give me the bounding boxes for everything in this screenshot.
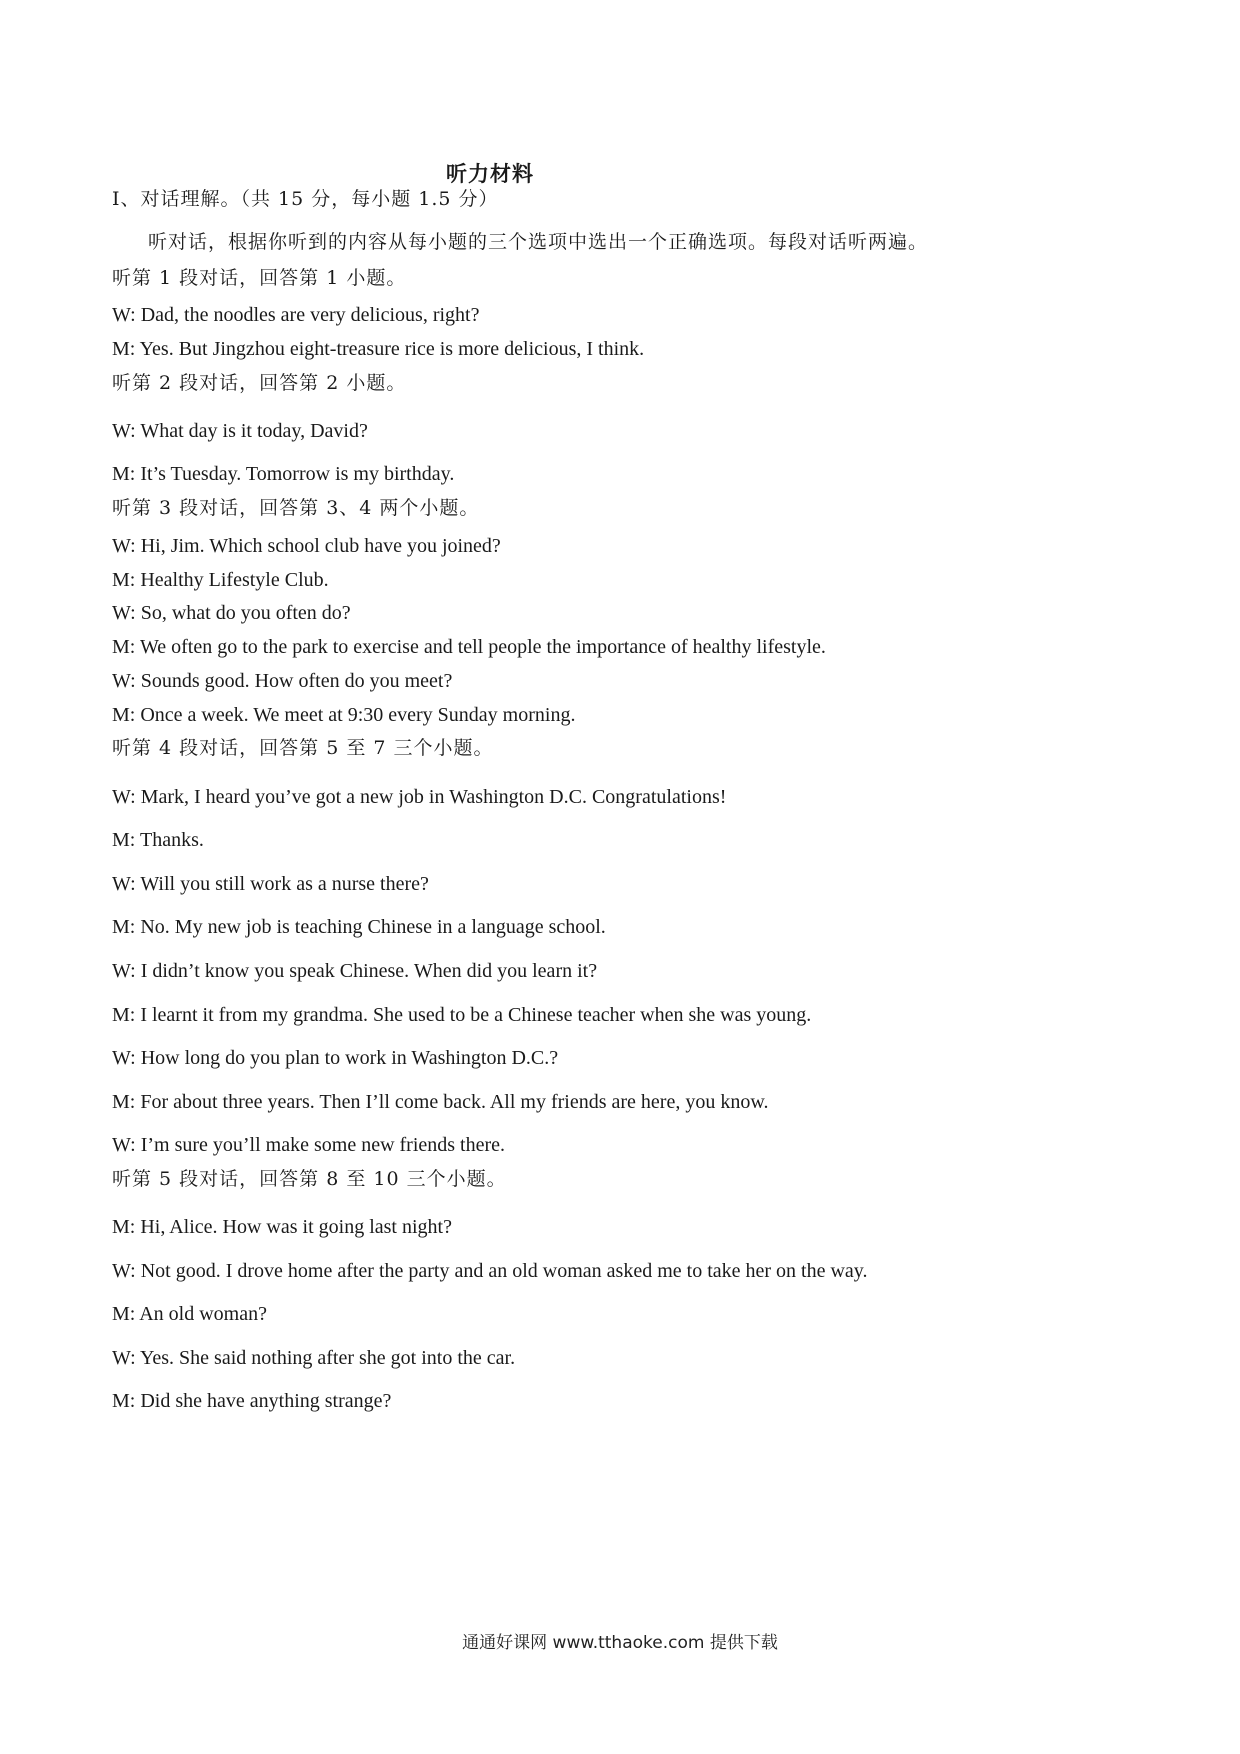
dialogue-line: W: Mark, I heard you’ve got a new job in Washington D.C. Congratulations!	[112, 786, 727, 808]
dialogue-line: W: Will you still work as a nurse there?	[112, 873, 429, 895]
page-footer: 通通好课网 www.tthaoke.com 提供下载	[462, 1633, 778, 1653]
dialogue-line: M: It’s Tuesday. Tomorrow is my birthday.	[112, 463, 455, 485]
dialogue-line: W: I didn’t know you speak Chinese. When did you learn it?	[112, 960, 598, 982]
dialogue-line: W: How long do you plan to work in Washington D.C.?	[112, 1047, 559, 1069]
dialogue-line: M: I learnt it from my grandma. She used to be a Chinese teacher when she was young.	[112, 1004, 812, 1026]
dialogue-3-heading: 听第 3 段对话，回答第 3、4 两个小题。	[112, 497, 480, 519]
section-heading: Ⅰ、对话理解。（共 15 分，每小题 1.5 分）	[112, 188, 499, 210]
dialogue-line: W: Not good. I drove home after the party and an old woman asked me to take her on the way.	[112, 1260, 868, 1282]
dialogue-line: W: So, what do you often do?	[112, 602, 351, 624]
instruction-text: 听对话，根据你听到的内容从每小题的三个选项中选出一个正确选项。每段对话听两遍。	[148, 231, 929, 253]
dialogue-line: M: Once a week. We meet at 9:30 every Sunday morning.	[112, 704, 576, 726]
dialogue-line: M: Hi, Alice. How was it going last night?	[112, 1216, 452, 1238]
dialogue-line: M: We often go to the park to exercise and tell people the importance of healthy lifestyle.	[112, 636, 826, 658]
dialogue-line: W: Sounds good. How often do you meet?	[112, 670, 453, 692]
page-title: 听力材料	[446, 162, 534, 186]
dialogue-line: W: What day is it today, David?	[112, 420, 368, 442]
dialogue-4-heading: 听第 4 段对话，回答第 5 至 7 三个小题。	[112, 737, 494, 759]
dialogue-5-heading: 听第 5 段对话，回答第 8 至 10 三个小题。	[112, 1168, 507, 1190]
dialogue-line: M: An old woman?	[112, 1303, 267, 1325]
dialogue-line: W: Dad, the noodles are very delicious, right?	[112, 304, 480, 326]
dialogue-line: M: Did she have anything strange?	[112, 1390, 392, 1412]
dialogue-2-heading: 听第 2 段对话，回答第 2 小题。	[112, 372, 407, 394]
dialogue-line: W: Yes. She said nothing after she got into the car.	[112, 1347, 516, 1369]
dialogue-line: W: I’m sure you’ll make some new friends there.	[112, 1134, 506, 1156]
dialogue-line: M: For about three years. Then I’ll come back. All my friends are here, you know.	[112, 1091, 769, 1113]
dialogue-line: W: Hi, Jim. Which school club have you joined?	[112, 535, 501, 557]
dialogue-line: M: Healthy Lifestyle Club.	[112, 569, 329, 591]
dialogue-line: M: Thanks.	[112, 829, 204, 851]
dialogue-line: M: No. My new job is teaching Chinese in a language school.	[112, 916, 606, 938]
dialogue-1-heading: 听第 1 段对话，回答第 1 小题。	[112, 267, 407, 289]
dialogue-line: M: Yes. But Jingzhou eight-treasure rice is more delicious, I think.	[112, 338, 645, 360]
